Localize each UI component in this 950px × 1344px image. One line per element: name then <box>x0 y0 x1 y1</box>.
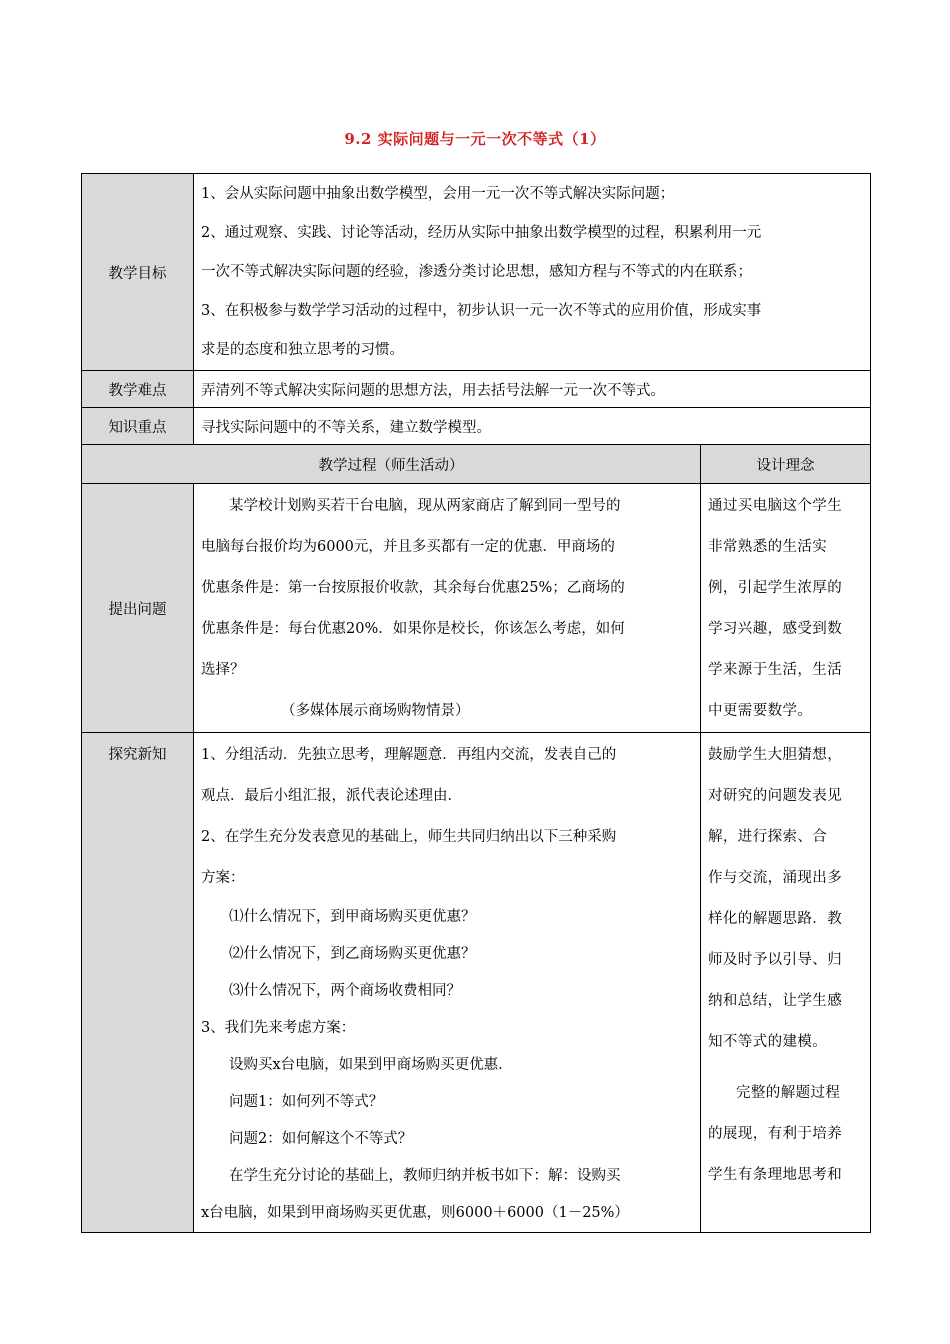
process-header: 教学过程（师生活动） <box>82 445 701 484</box>
explore-line: x台电脑，如果到甲商场购买更优惠，则6000＋6000（1－25%） <box>201 1205 629 1221</box>
question-1: 问题1：如何列不等式？ <box>229 1094 384 1110</box>
media-note: （多媒体展示商场购物情景） <box>281 703 470 719</box>
explore-line: 3、我们先来考虑方案： <box>201 1020 356 1036</box>
question-line: 选择？ <box>201 662 245 678</box>
question-row <box>82 484 871 733</box>
question-line: 电脑每台报价均为6000元，并且多买都有一定的优惠．甲商场的 <box>201 539 615 555</box>
option-item: ⑴什么情况下，到甲商场购买更优惠？ <box>229 909 476 925</box>
explore-line: 1、分组活动．先独立思考，理解题意．再组内交流，发表自己的 <box>201 747 617 763</box>
question-line: 优惠条件是：每台优惠20%．如果你是校长，你该怎么考虑，如何 <box>201 621 625 637</box>
concept-line: 学生有条理地思考和 <box>708 1167 843 1183</box>
concept-line: 鼓励学生大胆猜想， <box>708 747 843 763</box>
goals-line: 求是的态度和独立思考的习惯。 <box>201 342 404 358</box>
header-row <box>82 445 871 484</box>
concept-line: 对研究的问题发表见 <box>708 788 843 804</box>
concept-line: 完整的解题过程 <box>736 1085 841 1101</box>
goals-line: 2、通过观察、实践、讨论等活动，经历从实际中抽象出数学模型的过程，积累利用一元 <box>201 225 762 241</box>
focus-label: 知识重点 <box>82 408 194 445</box>
explore-content <box>194 733 701 1233</box>
concept-line: 学来源于生活，生活 <box>708 662 843 678</box>
goals-line: 1、会从实际问题中抽象出数学模型，会用一元一次不等式解决实际问题； <box>201 186 675 202</box>
concept-line: 学习兴趣，感受到数 <box>708 621 843 637</box>
concept-line: 的展现，有利于培养 <box>708 1126 843 1142</box>
goals-label: 教学目标 <box>82 174 194 371</box>
explore-line: 方案： <box>201 870 245 886</box>
concept-line: 师及时予以引导、归 <box>708 952 843 968</box>
goals-line: 3、在积极参与数学学习活动的过程中，初步认识一元一次不等式的应用价值，形成实事 <box>201 303 762 319</box>
question-2: 问题2：如何解这个不等式？ <box>229 1131 413 1147</box>
goals-content <box>194 174 871 371</box>
question-line: 某学校计划购买若干台电脑，现从两家商店了解到同一型号的 <box>229 498 621 514</box>
concept-line: 例，引起学生浓厚的 <box>708 580 843 596</box>
concept-line: 解，进行探索、合 <box>708 829 828 845</box>
concept-line: 纳和总结，让学生感 <box>708 993 843 1009</box>
difficulty-label: 教学难点 <box>82 371 194 408</box>
concept-line: 通过买电脑这个学生 <box>708 498 843 514</box>
explore-line: 设购买x台电脑，如果到甲商场购买更优惠． <box>229 1057 513 1073</box>
concept-header: 设计理念 <box>701 445 871 484</box>
goals-line: 一次不等式解决实际问题的经验，渗透分类讨论思想，感知方程与不等式的内在联系； <box>201 264 752 280</box>
explore-line: 2、在学生充分发表意见的基础上，师生共同归纳出以下三种采购 <box>201 829 617 845</box>
concept-line: 作与交流，涌现出多 <box>708 870 843 886</box>
option-item: ⑵什么情况下，到乙商场购买更优惠？ <box>229 946 476 962</box>
question-line: 优惠条件是：第一台按原报价收款，其余每台优惠25%；乙商场的 <box>201 580 625 596</box>
concept-line: 样化的解题思路．教 <box>708 911 843 927</box>
difficulty-text: 弄清列不等式解决实际问题的思想方法，用去括号法解一元一次不等式。 <box>194 371 871 408</box>
difficulty-row <box>82 371 871 408</box>
question-content <box>194 484 701 733</box>
explore-line: 在学生充分讨论的基础上，教师归纳并板书如下：解：设购买 <box>229 1168 621 1184</box>
explore-label: 探究新知 <box>82 733 194 1233</box>
page-title: 9.2 实际问题与一元一次不等式（1） <box>344 130 606 148</box>
concept-line: 非常熟悉的生活实 <box>708 539 828 555</box>
concept-line: 中更需要数学。 <box>708 703 813 719</box>
question-label: 提出问题 <box>82 484 194 733</box>
goals-row <box>82 174 871 371</box>
explore-line: 观点．最后小组汇报，派代表论述理由． <box>201 788 462 804</box>
option-item: ⑶什么情况下，两个商场收费相同？ <box>229 983 461 999</box>
lesson-plan-table <box>81 173 871 1233</box>
question-concept <box>701 484 871 733</box>
explore-row <box>82 733 871 1233</box>
concept-line: 知不等式的建模。 <box>708 1034 828 1050</box>
focus-text: 寻找实际问题中的不等关系，建立数学模型。 <box>194 408 871 445</box>
explore-concept <box>701 733 871 1233</box>
focus-row <box>82 408 871 445</box>
